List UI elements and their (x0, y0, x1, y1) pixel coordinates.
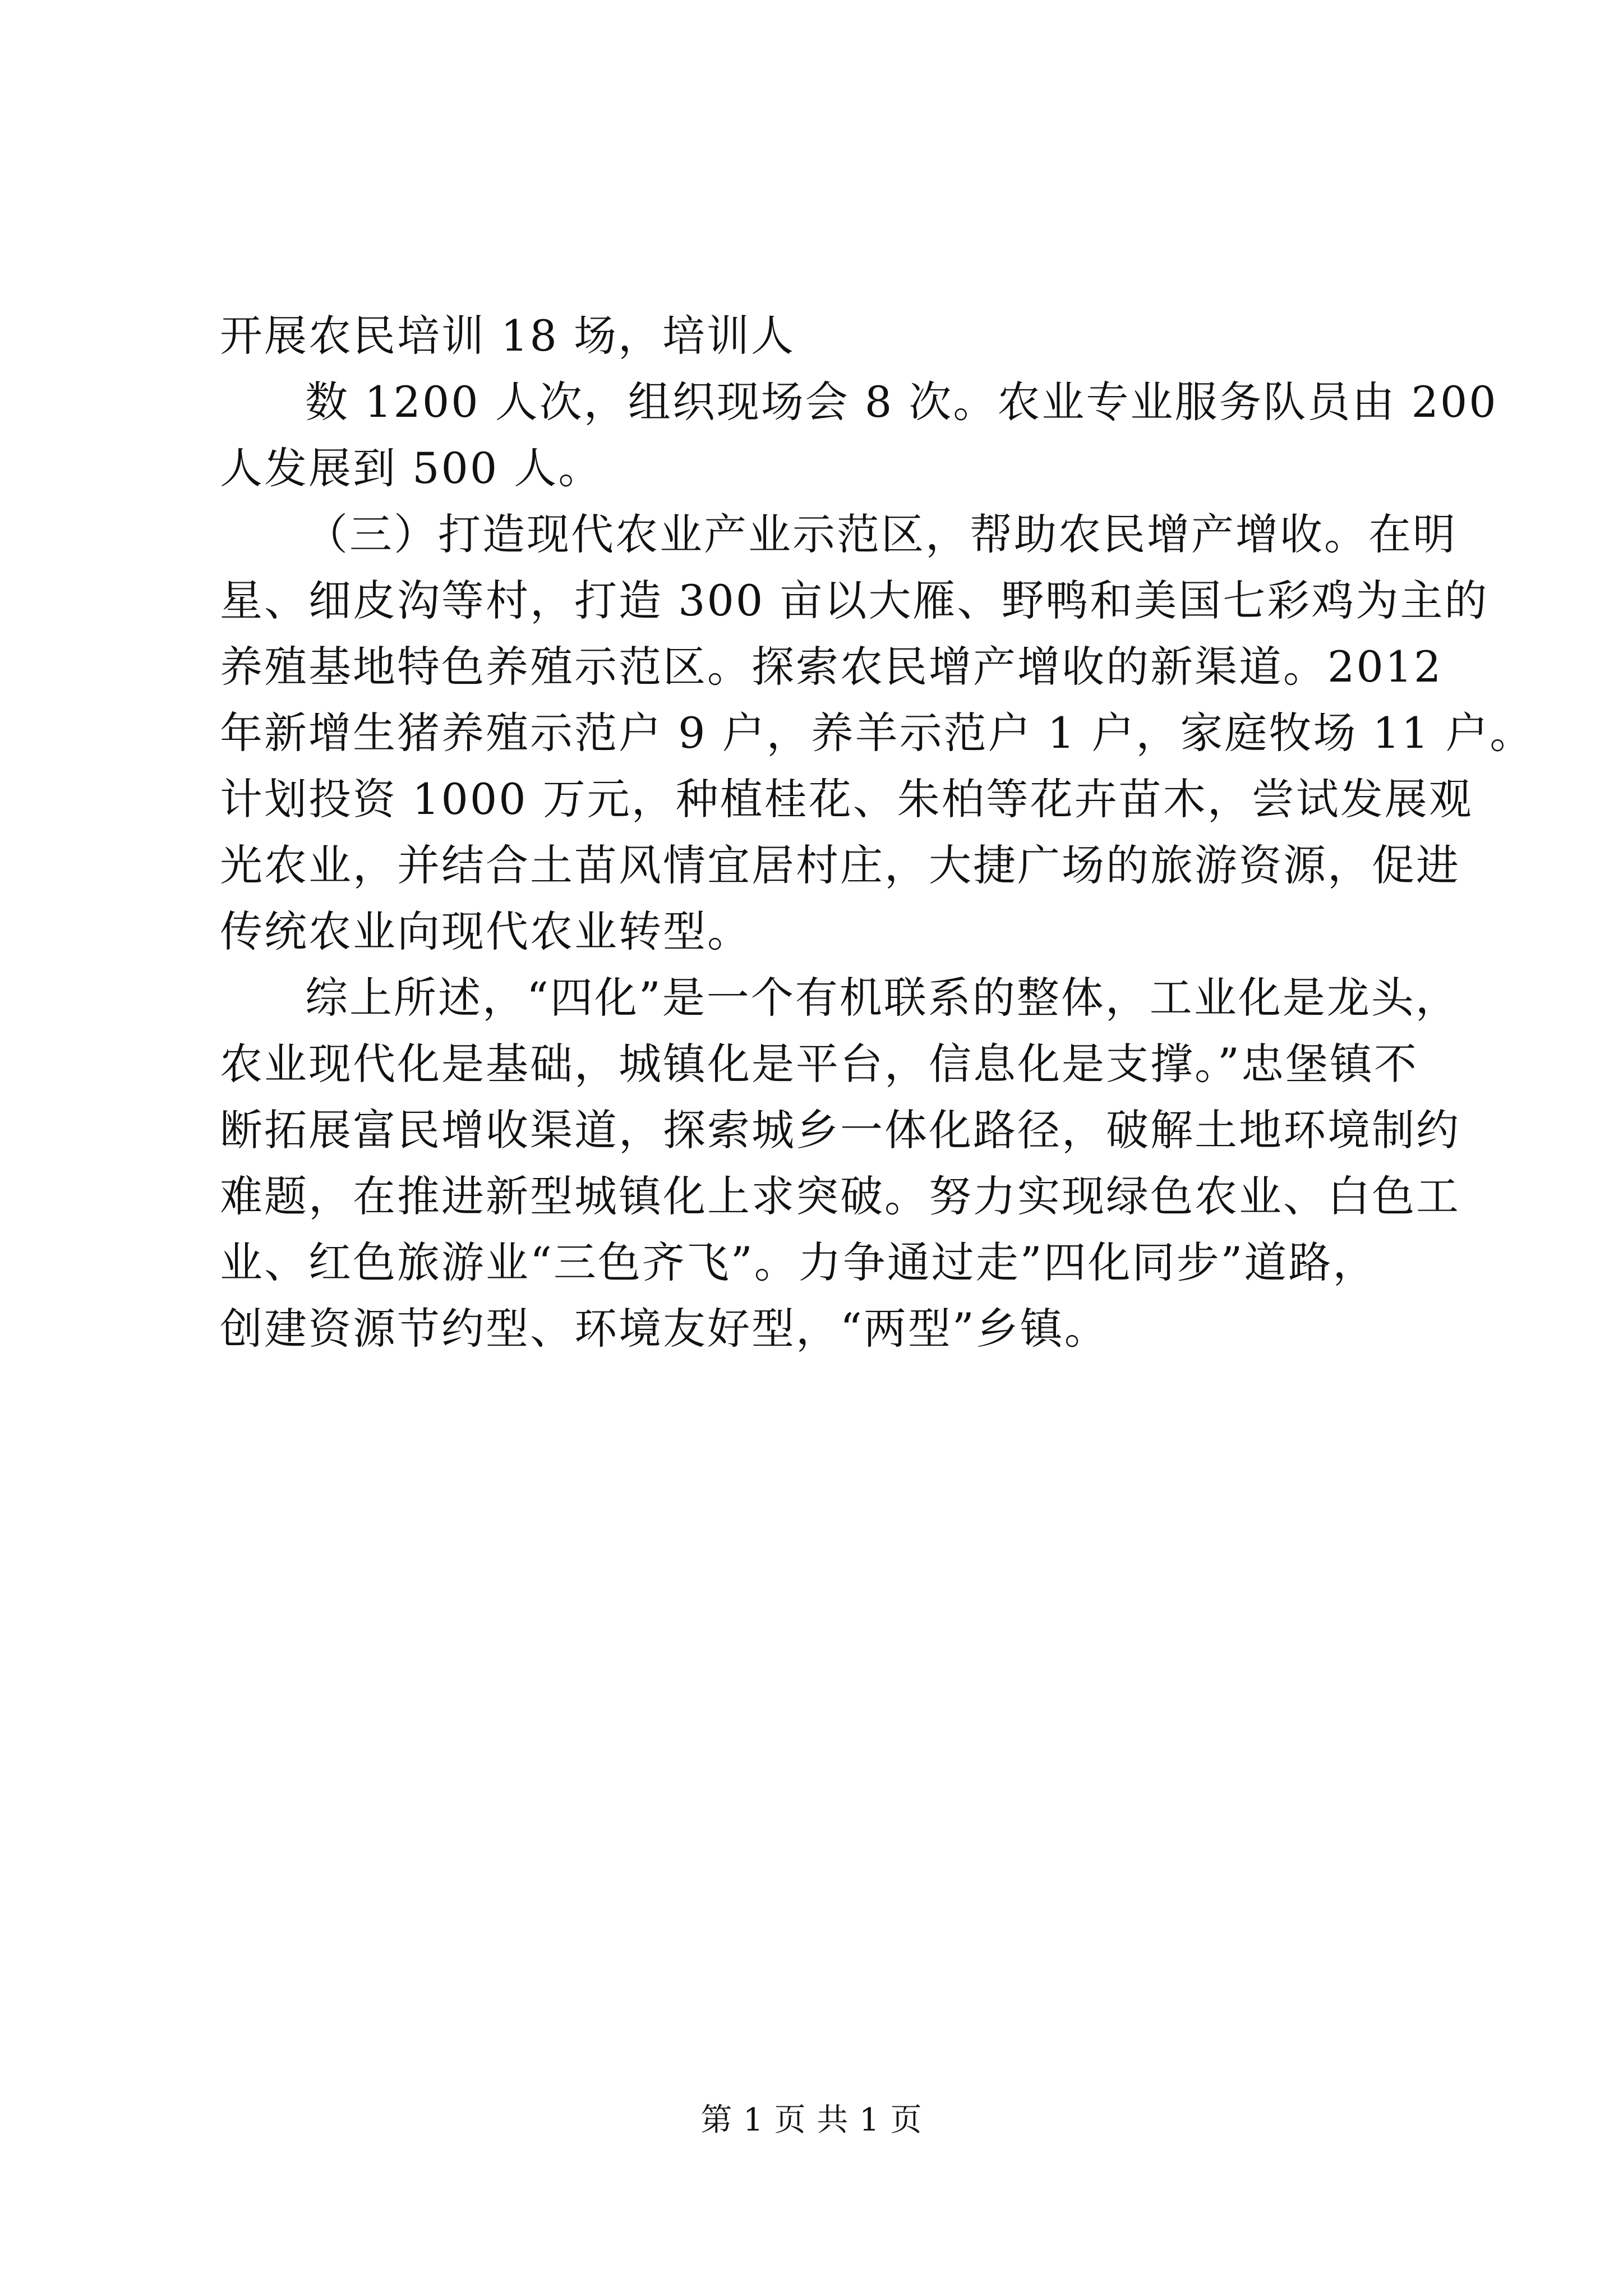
text-line-15: 业、红色旅游业“三色齐飞”。力争通过走”四化同步”道路， (220, 1237, 1377, 1287)
text-line-2: 数 1200 人次，组织现场会 8 次。农业专业服务队员由 200 (305, 377, 1498, 427)
text-line-10: 传统农业向现代农业转型。 (220, 907, 751, 956)
text-line-6: 养殖基地特色养殖示范区。探索农民增产增收的新渠道。2012 (220, 642, 1443, 692)
text-line-12: 农业现代化是基础，城镇化是平台，信息化是支撑。”忠堡镇不 (220, 1039, 1418, 1089)
text-line-4: （三）打造现代农业产业示范区，帮助农民增产增收。在明 (305, 509, 1457, 559)
text-line-5: 星、细皮沟等村，打造 300 亩以大雁、野鸭和美国七彩鸡为主的 (220, 576, 1489, 625)
text-line-16: 创建资源节约型、环境友好型，“两型”乡镇。 (220, 1304, 1109, 1354)
text-line-3: 人发展到 500 人。 (220, 443, 603, 493)
text-line-7: 年新增生猪养殖示范户 9 户，养羊示范户 1 户，家庭牧场 11 户。 (220, 708, 1534, 758)
text-line-13: 断拓展富民增收渠道，探索城乡一体化路径，破解土地环境制约 (220, 1105, 1460, 1155)
body-text (220, 303, 1534, 1362)
page-footer: 第 1 页 共 1 页 (700, 2102, 923, 2138)
text-line-9: 光农业，并结合土苗风情宜居村庄，大捷广场的旅游资源，促进 (220, 840, 1460, 890)
text-line-14: 难题，在推进新型城镇化上求突破。努力实现绿色农业、白色工 (220, 1171, 1460, 1221)
text-line-8: 计划投资 1000 万元，种植桂花、朱柏等花卉苗木，尝试发展观 (220, 774, 1473, 824)
text-line-11: 综上所述，“四化”是一个有机联系的整体，工业化是龙头， (305, 973, 1460, 1023)
text-line-1: 开展农民培训 18 场，培训人 (220, 311, 796, 361)
